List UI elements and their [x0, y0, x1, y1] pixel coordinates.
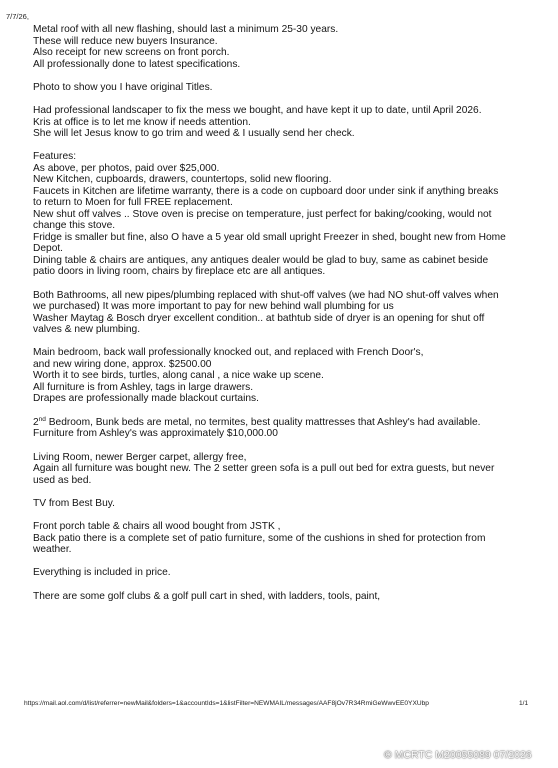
bedroom-number: 2 [33, 416, 39, 428]
text-line: we purchased) It was more important to pay for new behind wall plumbing for us [33, 301, 394, 313]
paragraph-gap [33, 93, 537, 105]
text-line: Photo to show you I have original Titles. [33, 81, 213, 93]
text-line: Drapes are professionally made blackout curtains. [33, 393, 259, 405]
text-line: Worth it to see birds, turtles, along canal , a nice wake up scene. [33, 370, 324, 382]
text-line: TV from Best Buy. [33, 497, 115, 509]
text-line: Also receipt for new screens on front porch. [33, 47, 230, 58]
text-line: Washer Maytag & Bosch dryer excellent condition.. at bathtub side of dryer is an opening for shut off [33, 312, 485, 324]
text-line: Faucets in Kitchen are lifetime warranty, there is a code on cupboard door under sink if anything breaks [33, 185, 499, 197]
text-line: Fridge is smaller but fine, also O have a 5 year old small upright Freezer in shed, bought new from Home [33, 231, 506, 243]
paragraph-gap [33, 278, 537, 290]
text-line: Features: [33, 151, 77, 163]
paragraph-gap [33, 70, 537, 82]
text-line: Metal roof with all new flashing, should last a minimum 25-30 years. [33, 24, 339, 35]
page-number: 1/1 [519, 700, 529, 707]
text-line: Main bedroom, back wall professionally knocked out, and replaced with French Door's, [33, 347, 424, 359]
text-line: Kris at office is to let me know if needs attention. [33, 116, 251, 128]
text-line: Everything is included in price. [33, 567, 171, 579]
text-line: to return to Moen for full FREE replacement. [33, 197, 233, 209]
text-line: Back patio there is a complete set of patio furniture, some of the cushions in shed for protection from [33, 532, 486, 544]
bedroom-2-text: Bedroom, Bunk beds are metal, no termites, best quality mattresses that Ashley's had available. [45, 416, 481, 428]
paragraph-gap [33, 405, 537, 417]
text-line: weather. [33, 544, 72, 556]
paragraph-gap [33, 336, 537, 348]
footer-url: https://mail.aol.com/d/list/referrer=newMail&folders=1&accountIds=1&listFilter=NEWMAIL/messages/AAF8jOv7R34RmiGeWwvEE0YXUbp [24, 700, 429, 707]
paragraph-gap [33, 579, 537, 591]
text-line: patio doors in living room, chairs by fireplace etc are all antiques. [33, 266, 326, 278]
copyright-watermark: © MCRTC M20055089 07/2026 [384, 749, 532, 761]
paragraph-gap [33, 556, 537, 568]
paragraph-gap [33, 486, 537, 498]
paragraph-gap [33, 140, 537, 152]
text-line: There are some golf clubs & a golf pull cart in shed, with ladders, tools, paint, [33, 590, 381, 602]
text-line: Again all furniture was bought new. The 2 setter green sofa is a pull out bed for extra guests, but never [33, 463, 495, 475]
text-line: Depot. [33, 243, 64, 255]
text-line: New Kitchen, cupboards, drawers, countertops, solid new flooring. [33, 174, 332, 186]
text-line: Dining table & chairs are antiques, any antiques dealer would be glad to buy, same as cabinet beside [33, 254, 489, 266]
text-line: valves & new plumbing. [33, 324, 141, 336]
text-line: Furniture from Ashley's was approximately $10,000.00 [33, 428, 278, 440]
text-line: Both Bathrooms, all new pipes/plumbing replaced with shut-off valves (we had NO shut-off valves when [33, 289, 499, 301]
text-line: These will reduce new buyers Insurance. [33, 35, 218, 47]
text-line: As above, per photos, paid over $25,000. [33, 162, 220, 174]
document-body [33, 24, 537, 602]
document-date: 7/7/26, [6, 12, 29, 21]
text-line: She will let Jesus know to go trim and weed & I usually send her check. [33, 128, 355, 140]
text-line: Living Room, newer Berger carpet, allergy free, [33, 451, 247, 463]
paragraph-gap [33, 440, 537, 452]
text-line: change this stove. [33, 220, 116, 232]
text-line: All furniture is from Ashley, tags in large drawers. [33, 381, 254, 393]
paragraph-gap [33, 509, 537, 521]
text-line: Front porch table & chairs all wood bought from JSTK , [33, 521, 281, 533]
text-line: New shut off valves .. Stove oven is precise on temperature, just perfect for baking/cooking, would not [33, 208, 492, 220]
text-line: Had professional landscaper to fix the mess we bought, and have kept it up to date, until April 2026. [33, 105, 482, 117]
bedroom-2-line [33, 417, 537, 429]
text-line: and new wiring done, approx. $2500.00 [33, 358, 212, 370]
text-line: used as bed. [33, 474, 92, 486]
text-line: All professionally done to latest specifications. [33, 58, 241, 70]
ordinal-suffix: nd [38, 415, 46, 423]
